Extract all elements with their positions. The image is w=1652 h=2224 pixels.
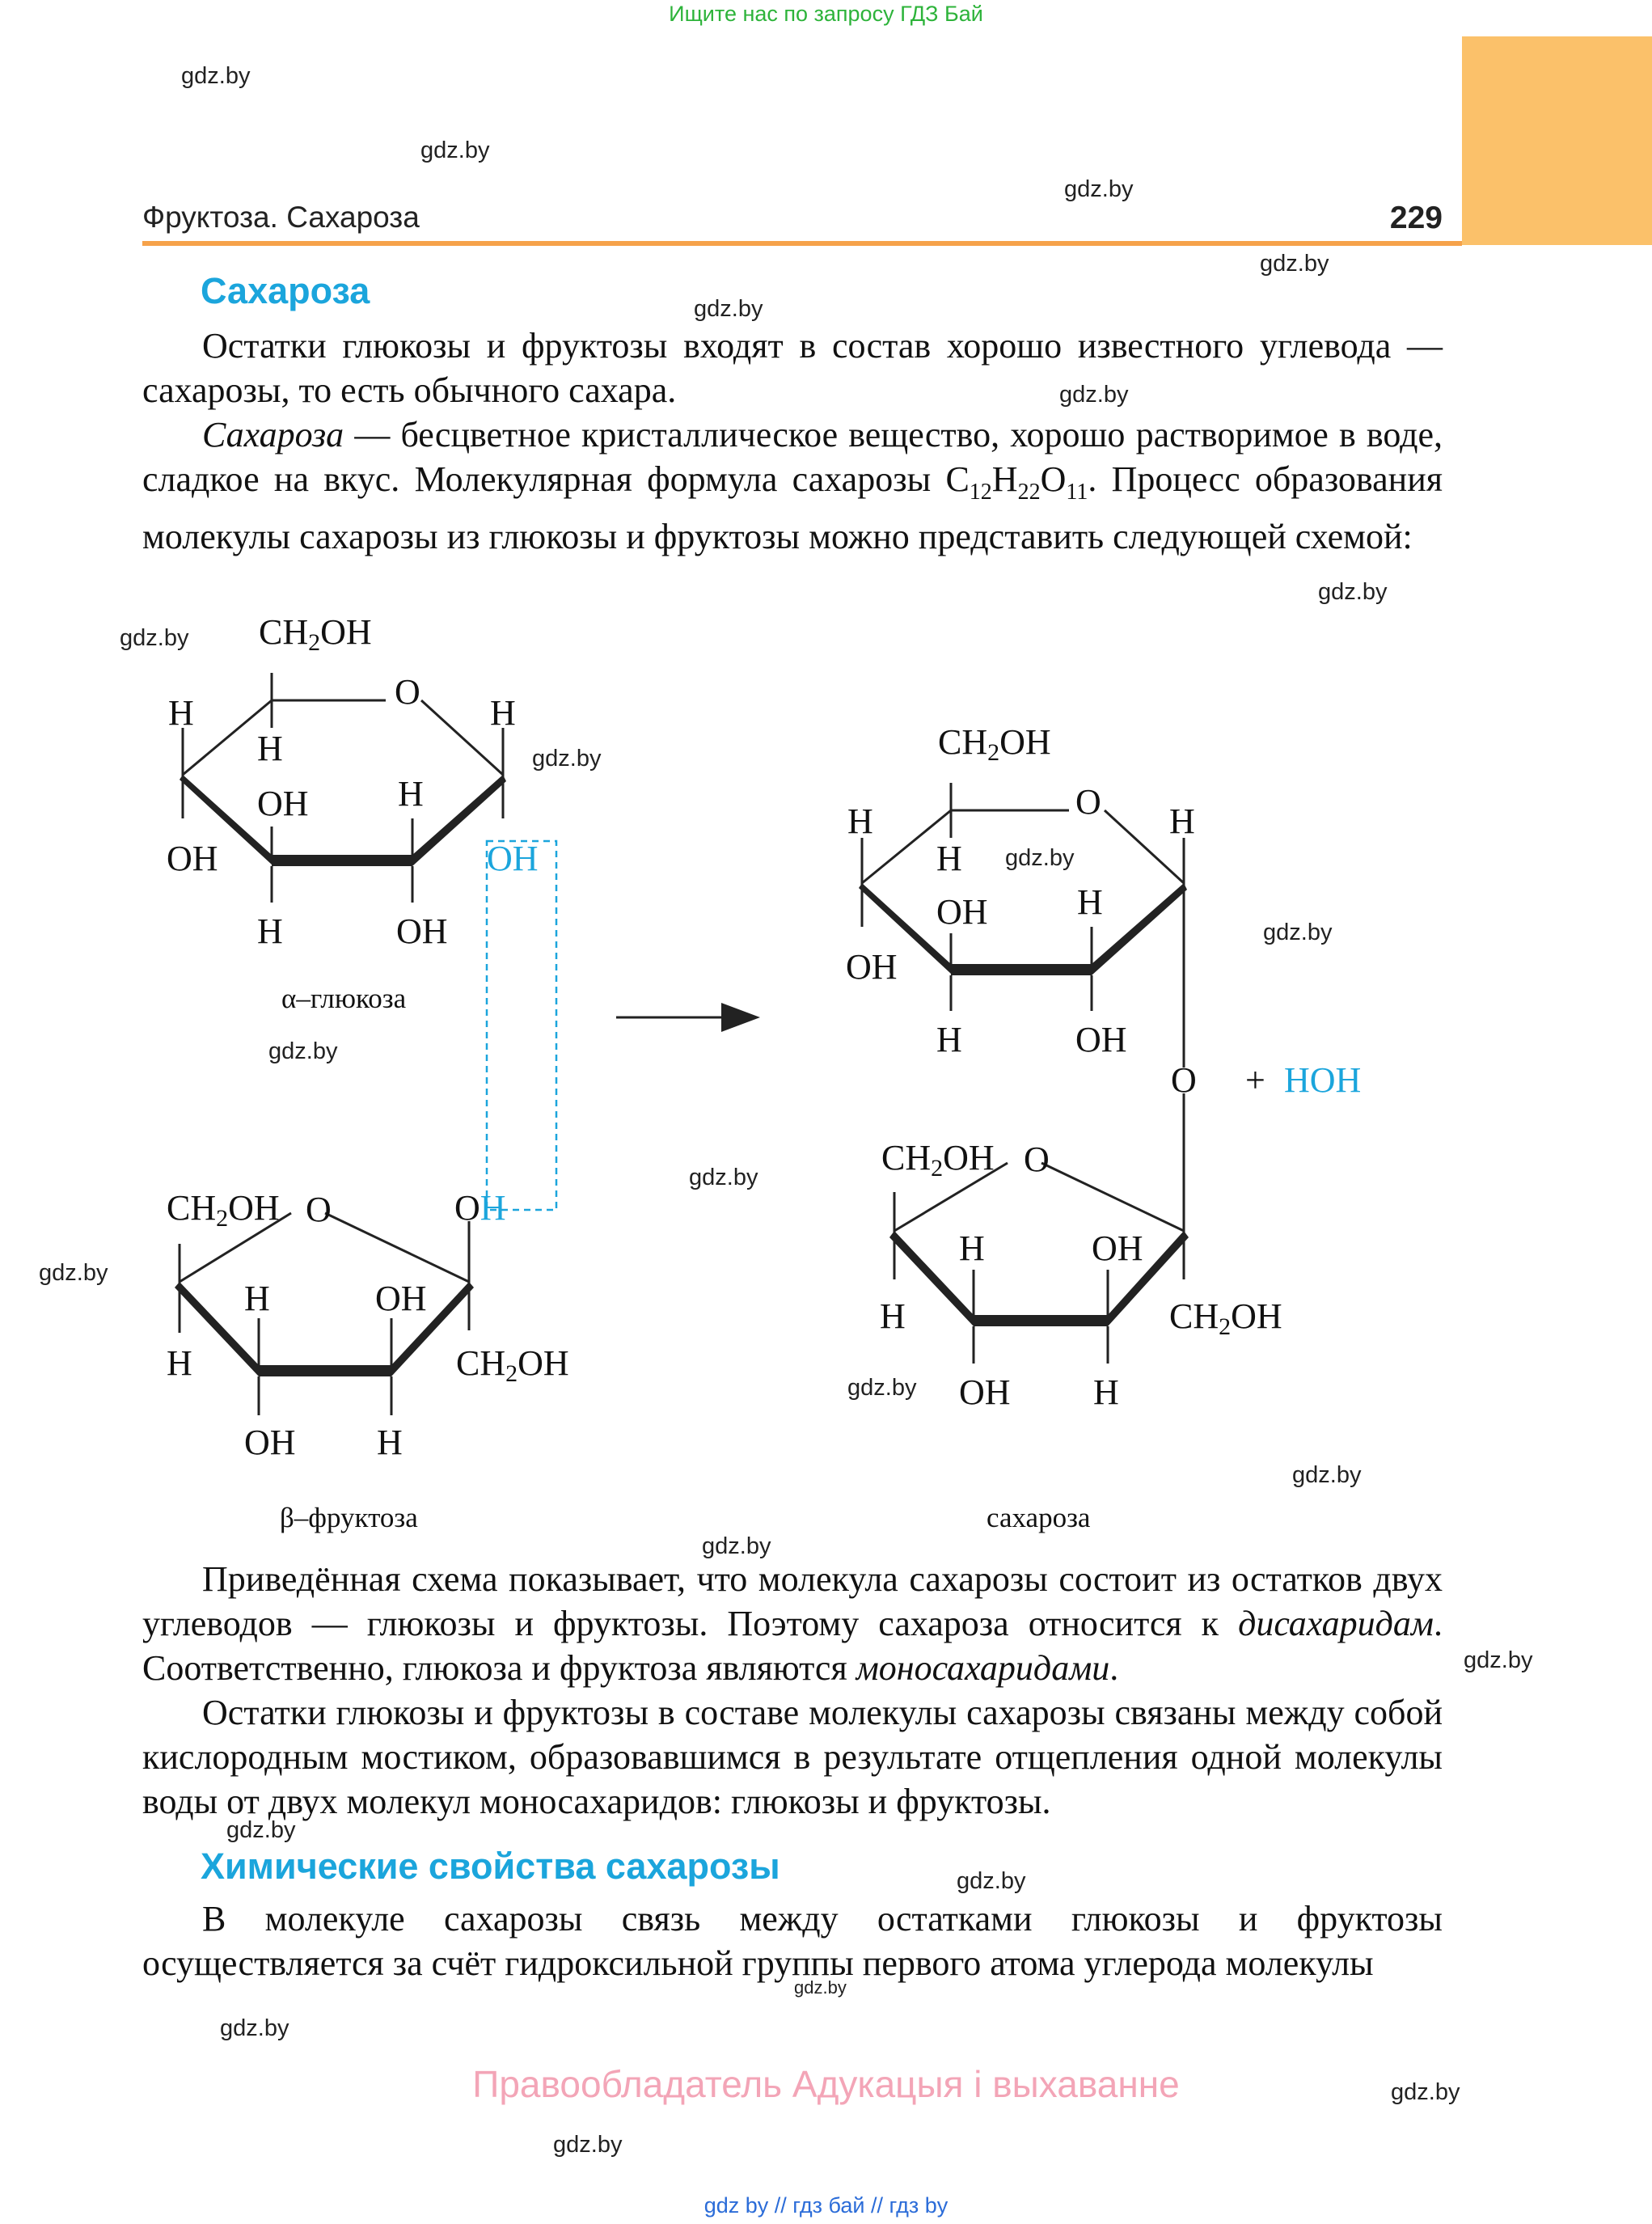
sucrose-h: H <box>959 1228 985 1268</box>
sucrose-formation-scheme <box>137 598 1399 1561</box>
term-monosaccharides: моносахаридами <box>856 1648 1110 1688</box>
sucrose-h: H <box>1169 801 1195 841</box>
glycosidic-oxygen: O <box>1171 1060 1197 1100</box>
paragraph-text: . Соответственно, глюкоза и фруктоза являются <box>142 1604 1443 1688</box>
term-disaccharides: дисахаридам <box>1238 1604 1434 1643</box>
water-plus: + <box>1245 1060 1265 1100</box>
watermark: gdz.by <box>226 1817 296 1843</box>
sucrose-h: H <box>936 839 962 878</box>
watermark: gdz.by <box>120 625 189 651</box>
glucose-caption: α–глюкоза <box>281 983 407 1014</box>
watermark: gdz.by <box>1318 579 1388 605</box>
watermark: gdz.by <box>1005 845 1075 871</box>
watermark: gdz.by <box>1292 1462 1362 1488</box>
watermark: gdz.by <box>1260 251 1329 277</box>
header-rule <box>142 241 1462 246</box>
watermark: gdz.by <box>1263 920 1333 945</box>
paragraph <box>142 323 1443 412</box>
sucrose-h: H <box>1093 1372 1119 1412</box>
sucrose-ch2oh: CH2OH <box>1169 1296 1282 1340</box>
watermark: gdz.by <box>689 1165 758 1190</box>
sucrose-caption: сахароза <box>987 1502 1091 1533</box>
paragraph-text: — бесцветное кристаллическое вещество, хорошо растворимое в воде, сладкое на вкус. Молекулярная формула сахарозы <box>142 415 1443 499</box>
sucrose-oh: OH <box>959 1372 1011 1412</box>
watermark: gdz.by <box>702 1533 771 1559</box>
glucose-ch2oh: CH2OH <box>259 612 372 656</box>
sucrose-oh: OH <box>936 892 988 932</box>
fructose-ring-oxygen: O <box>306 1190 332 1229</box>
paragraph-text: В молекуле сахарозы связь между остатками глюкозы и фруктозы осуществляется за счёт гидроксильной группы первого атома углерода молекулы <box>142 1899 1443 1983</box>
watermark: gdz.by <box>268 1038 338 1064</box>
paragraph-text: Остатки глюкозы и фруктозы в составе молекулы сахарозы связаны между собой кислородным мостиком, образовавшимся в результате отщепления одной молекулы воды от двух молекул моносахаридов: глюкозы и фруктозы. <box>142 1693 1443 1821</box>
watermark: gdz.by <box>532 746 602 772</box>
watermark: gdz.by <box>794 1977 847 1998</box>
fructose-oh-reacting: OH <box>454 1188 506 1228</box>
watermark: gdz.by <box>181 63 251 89</box>
sucrose-ch2oh: CH2OH <box>881 1138 995 1182</box>
fructose-caption: β–фруктоза <box>280 1502 418 1533</box>
sucrose-h: H <box>880 1296 906 1336</box>
watermark: gdz.by <box>694 296 763 322</box>
paragraph <box>142 1557 1443 1690</box>
glucose-oh: OH <box>396 911 448 951</box>
glucose-oh: OH <box>167 839 218 878</box>
copyright-owner: Правообладатель Адукацыя і выхаванне <box>472 2063 1180 2105</box>
beta-fructose-structure <box>167 1188 569 1533</box>
fructose-ch2oh: CH2OH <box>167 1188 280 1232</box>
paragraph <box>142 1690 1443 1824</box>
paragraph-text: Приведённая схема показывает, что молекула сахарозы состоит из остатков двух углеводов — глюкозы и фруктозы. Поэтому сахароза относится к <box>142 1559 1443 1643</box>
term-sucrose: Сахароза <box>202 415 344 455</box>
bottom-links[interactable]: gdz by // гдз бай // гдз by <box>703 2193 949 2218</box>
section-heading-sucrose: Сахароза <box>201 270 370 311</box>
watermark: gdz.by <box>1059 382 1129 408</box>
glucose-oh-reacting: OH <box>487 839 539 878</box>
paragraph-text: . <box>1109 1648 1119 1688</box>
sucrose-ch2oh: CH2OH <box>938 722 1051 766</box>
page-number: 229 <box>1389 201 1443 235</box>
watermark: gdz.by <box>957 1868 1026 1894</box>
top-banner[interactable]: Ищите нас по запросу ГДЗ Бай <box>669 2 983 26</box>
running-title: Фруктоза. Сахароза <box>142 201 420 234</box>
section-heading-chemical-properties: Химические свойства сахарозы <box>201 1846 780 1887</box>
sucrose-oh: OH <box>1092 1228 1143 1268</box>
glucose-h: H <box>257 911 283 951</box>
watermark: gdz.by <box>1464 1647 1533 1673</box>
watermark: gdz.by <box>220 2015 289 2041</box>
sucrose-oh: OH <box>1075 1020 1127 1059</box>
paragraph-text: . Процесс образования молекулы сахарозы из глюкозы и фруктозы можно представить следующей схемой: <box>142 459 1443 556</box>
fructose-h: H <box>377 1423 403 1462</box>
fructose-h: H <box>244 1279 270 1318</box>
glucose-h: H <box>490 693 516 733</box>
fructose-h: H <box>167 1343 192 1383</box>
watermark: gdz.by <box>1391 2079 1460 2105</box>
sucrose-ring-oxygen: O <box>1024 1139 1050 1179</box>
glucose-ring-oxygen: O <box>395 672 420 712</box>
sucrose-h: H <box>1077 882 1103 922</box>
sucrose-structure <box>846 722 1361 1533</box>
glucose-oh: OH <box>257 784 309 823</box>
molecular-formula: $C_{12}H_{22}O_{11}$ <box>945 459 1088 505</box>
water-elimination-box <box>487 841 556 1210</box>
watermark: gdz.by <box>1064 176 1134 202</box>
paragraph <box>142 412 1443 559</box>
fructose-ch2oh: CH2OH <box>456 1343 569 1387</box>
sucrose-oh: OH <box>846 947 898 987</box>
fructose-oh: OH <box>244 1423 296 1462</box>
paragraph <box>142 1896 1443 1985</box>
watermark: gdz.by <box>553 2132 623 2158</box>
water-molecule: HOH <box>1284 1060 1362 1100</box>
sucrose-ring-oxygen: O <box>1075 782 1101 822</box>
fructose-oh: OH <box>375 1279 427 1318</box>
sucrose-h: H <box>847 801 873 841</box>
glucose-h: H <box>168 693 194 733</box>
watermark: gdz.by <box>420 137 490 163</box>
page-edge-tab <box>1462 36 1652 245</box>
alpha-glucose-structure <box>167 612 539 1014</box>
paragraph-text: Остатки глюкозы и фруктозы входят в состав хорошо известного углевода — сахарозы, то есть обычного сахара. <box>142 326 1443 410</box>
watermark: gdz.by <box>847 1375 917 1401</box>
glucose-h: H <box>398 774 424 814</box>
watermark: gdz.by <box>39 1260 108 1286</box>
glucose-h: H <box>257 729 283 768</box>
sucrose-h: H <box>936 1020 962 1059</box>
